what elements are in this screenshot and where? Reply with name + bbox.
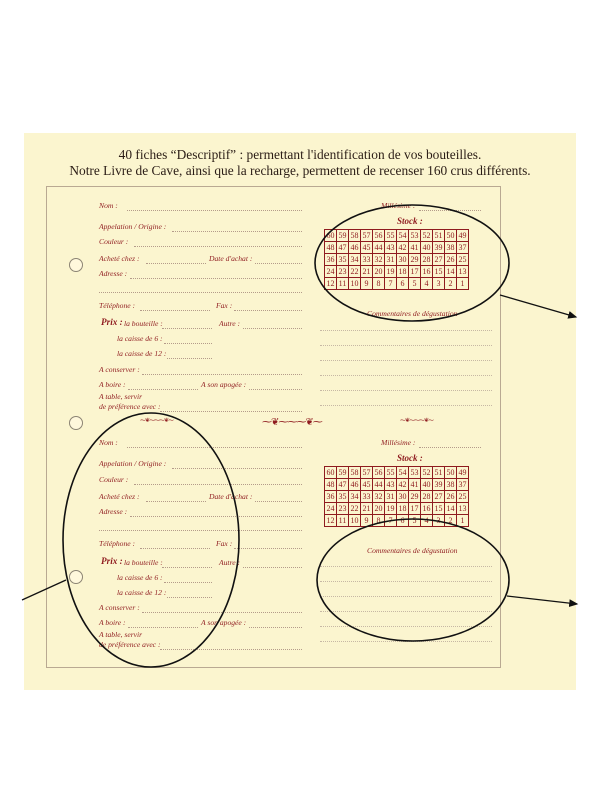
stock-cell[interactable]: 38 bbox=[446, 480, 455, 489]
stock-cell[interactable]: 27 bbox=[434, 255, 443, 264]
stock-cell[interactable]: 2 bbox=[445, 515, 457, 527]
stock-cell[interactable]: 44 bbox=[374, 243, 383, 252]
stock-cell[interactable]: 2 bbox=[445, 278, 457, 290]
stock-cell[interactable]: 9 bbox=[361, 278, 373, 290]
label-fax: Fax : bbox=[216, 301, 233, 310]
stock-cell[interactable]: 60 bbox=[326, 468, 335, 477]
stock-cell[interactable]: 25 bbox=[458, 492, 467, 501]
stock-cell[interactable]: 14 bbox=[446, 267, 455, 276]
label-couleur: Couleur : bbox=[99, 237, 129, 246]
stock-cell[interactable]: 53 bbox=[410, 468, 419, 477]
stock-cell[interactable]: 46 bbox=[350, 243, 359, 252]
label-millesime: Millésime : bbox=[381, 438, 416, 447]
label-adresse: Adresse : bbox=[99, 269, 128, 278]
stock-cell[interactable]: 9 bbox=[361, 515, 373, 527]
stock-cell[interactable]: 43 bbox=[386, 243, 395, 252]
annotation-arrow bbox=[500, 295, 576, 317]
stock-label: Stock : bbox=[397, 453, 423, 463]
stock-cell[interactable]: 8 bbox=[373, 515, 385, 527]
stock-cell[interactable]: 4 bbox=[421, 515, 433, 527]
stock-cell[interactable]: 31 bbox=[386, 255, 395, 264]
stock-cell[interactable]: 51 bbox=[434, 231, 443, 240]
annotation-ellipse-form bbox=[63, 413, 239, 667]
stock-cell[interactable]: 23 bbox=[338, 504, 347, 513]
label-date-achat: Date d'achat : bbox=[209, 254, 253, 263]
stock-cell[interactable]: 55 bbox=[386, 231, 395, 240]
stock-cell[interactable]: 50 bbox=[446, 468, 455, 477]
stock-cell[interactable]: 53 bbox=[410, 231, 419, 240]
label-fax: Fax : bbox=[216, 539, 233, 548]
stock-cell[interactable]: 57 bbox=[362, 468, 371, 477]
stock-cell[interactable]: 16 bbox=[422, 267, 431, 276]
stock-cell[interactable]: 15 bbox=[434, 267, 443, 276]
stock-cell[interactable]: 33 bbox=[362, 492, 371, 501]
stock-cell[interactable]: 1 bbox=[457, 278, 469, 290]
ornament-small: ⁓❦⁓⁓⁓❦⁓ bbox=[400, 418, 434, 424]
stock-cell[interactable]: 12 bbox=[326, 516, 335, 525]
stock-cell[interactable]: 37 bbox=[458, 243, 467, 252]
annotation-ellipse-comments bbox=[317, 519, 509, 641]
stock-cell[interactable]: 49 bbox=[458, 231, 467, 240]
stock-cell[interactable]: 32 bbox=[374, 492, 383, 501]
stock-cell[interactable]: 18 bbox=[398, 267, 407, 276]
stock-cell[interactable]: 41 bbox=[410, 243, 419, 252]
stock-cell[interactable]: 58 bbox=[350, 468, 359, 477]
stock-cell[interactable]: 19 bbox=[386, 267, 395, 276]
stock-cell[interactable]: 14 bbox=[446, 504, 455, 513]
stock-cell[interactable]: 29 bbox=[410, 492, 419, 501]
stock-cell[interactable]: 50 bbox=[446, 231, 455, 240]
label-a-son-apogee: A son apogée : bbox=[201, 618, 247, 627]
stock-cell[interactable]: 54 bbox=[398, 231, 407, 240]
label-a-table: A table, servir bbox=[99, 392, 143, 401]
stock-cell[interactable]: 36 bbox=[326, 492, 335, 501]
annotation-arrow bbox=[507, 596, 577, 604]
stock-cell[interactable]: 21 bbox=[362, 504, 371, 513]
stock-cell[interactable]: 40 bbox=[422, 480, 431, 489]
stock-cell[interactable]: 26 bbox=[446, 255, 455, 264]
stock-cell[interactable]: 41 bbox=[410, 480, 419, 489]
stock-cell[interactable]: 20 bbox=[374, 504, 383, 513]
stock-cell[interactable]: 43 bbox=[386, 480, 395, 489]
stock-cell[interactable]: 34 bbox=[350, 255, 359, 264]
annotation-ellipse-stock bbox=[315, 205, 509, 321]
label-telephone: Téléphone : bbox=[99, 301, 136, 310]
label-a-son-apogee: A son apogée : bbox=[201, 380, 247, 389]
label-achete-chez: Acheté chez : bbox=[99, 492, 140, 501]
annotation-arrow bbox=[22, 580, 66, 600]
stock-cell[interactable]: 35 bbox=[338, 492, 347, 501]
label-a-boire: A boire : bbox=[99, 380, 126, 389]
label-appellation: Appelation / Origine : bbox=[99, 459, 167, 468]
stock-cell[interactable]: 1 bbox=[457, 515, 469, 527]
stock-cell[interactable]: 7 bbox=[385, 278, 397, 290]
label-la-bouteille: la bouteille : bbox=[124, 319, 163, 328]
stock-cell[interactable]: 35 bbox=[338, 255, 347, 264]
label-a-conserver: A conserver : bbox=[99, 365, 140, 374]
ornament-small: ⁓❦⁓⁓⁓❦⁓ bbox=[140, 418, 174, 424]
stock-cell[interactable]: 48 bbox=[326, 243, 335, 252]
stock-cell[interactable]: 23 bbox=[338, 267, 347, 276]
stock-cell[interactable]: 3 bbox=[433, 515, 445, 527]
stock-cell[interactable]: 13 bbox=[458, 504, 467, 513]
label-la-bouteille: la bouteille : bbox=[124, 558, 163, 567]
label-a-table: A table, servir bbox=[99, 630, 143, 639]
stock-cell[interactable]: 45 bbox=[362, 480, 371, 489]
label-preference: de préférence avec : bbox=[99, 640, 161, 649]
stock-cell[interactable]: 42 bbox=[398, 243, 407, 252]
label-caisse-6: la caisse de 6 : bbox=[117, 334, 163, 343]
stock-cell[interactable]: 45 bbox=[362, 243, 371, 252]
stock-cell[interactable]: 30 bbox=[398, 255, 407, 264]
label-prix: Prix : bbox=[101, 556, 123, 566]
label-autre: Autre : bbox=[219, 319, 241, 328]
stock-cell[interactable]: 30 bbox=[398, 492, 407, 501]
stock-cell[interactable]: 54 bbox=[398, 468, 407, 477]
stock-cell[interactable]: 58 bbox=[350, 231, 359, 240]
stock-label: Stock : bbox=[397, 216, 423, 226]
stock-cell[interactable]: 44 bbox=[374, 480, 383, 489]
label-prix: Prix : bbox=[101, 317, 123, 327]
stock-cell[interactable]: 5 bbox=[409, 278, 421, 290]
stock-cell[interactable]: 20 bbox=[374, 267, 383, 276]
stock-cell[interactable]: 55 bbox=[386, 468, 395, 477]
stock-cell[interactable]: 29 bbox=[410, 255, 419, 264]
ornament-divider: ⁓❦⁓⁓⁓❦⁓ bbox=[262, 417, 322, 428]
stock-cell[interactable]: 56 bbox=[374, 468, 383, 477]
stock-cell[interactable]: 52 bbox=[422, 231, 431, 240]
stock-cell[interactable]: 22 bbox=[350, 267, 359, 276]
label-nom: Nom : bbox=[99, 201, 118, 210]
stock-cell[interactable]: 10 bbox=[350, 279, 359, 288]
stock-cell[interactable]: 27 bbox=[434, 492, 443, 501]
stock-cell[interactable]: 6 bbox=[397, 278, 409, 290]
label-couleur: Couleur : bbox=[99, 475, 129, 484]
stock-cell[interactable]: 10 bbox=[350, 516, 359, 525]
stock-cell[interactable]: 24 bbox=[326, 267, 335, 276]
label-nom: Nom : bbox=[99, 438, 118, 447]
stock-cell[interactable]: 24 bbox=[326, 504, 335, 513]
stock-cell[interactable]: 47 bbox=[338, 480, 347, 489]
label-millesime: Millésime : bbox=[381, 201, 416, 210]
stock-cell[interactable]: 48 bbox=[326, 480, 335, 489]
stock-cell[interactable]: 56 bbox=[374, 231, 383, 240]
stock-cell[interactable]: 28 bbox=[422, 492, 431, 501]
label-commentaires: Commentaires de dégustation bbox=[367, 546, 458, 555]
stock-cell[interactable]: 39 bbox=[434, 480, 443, 489]
stock-cell[interactable]: 57 bbox=[362, 231, 371, 240]
stock-cell[interactable]: 3 bbox=[433, 278, 445, 290]
label-achete-chez: Acheté chez : bbox=[99, 254, 140, 263]
stock-cell[interactable]: 51 bbox=[434, 468, 443, 477]
label-caisse-6: la caisse de 6 : bbox=[117, 573, 163, 582]
stock-cell[interactable]: 33 bbox=[362, 255, 371, 264]
stock-cell[interactable]: 32 bbox=[374, 255, 383, 264]
stock-cell[interactable]: 6 bbox=[397, 515, 409, 527]
label-adresse: Adresse : bbox=[99, 507, 128, 516]
stock-cell[interactable]: 36 bbox=[326, 255, 335, 264]
stock-cell[interactable]: 15 bbox=[434, 504, 443, 513]
stock-cell[interactable]: 39 bbox=[434, 243, 443, 252]
stock-cell[interactable]: 11 bbox=[337, 515, 349, 527]
stock-cell[interactable]: 28 bbox=[422, 255, 431, 264]
stock-cell[interactable]: 60 bbox=[326, 231, 335, 240]
stock-cell[interactable]: 16 bbox=[422, 504, 431, 513]
stock-cell[interactable]: 17 bbox=[410, 267, 419, 276]
label-commentaires: Commentaires de dégustation bbox=[367, 309, 458, 318]
label-appellation: Appelation / Origine : bbox=[99, 222, 167, 231]
label-telephone: Téléphone : bbox=[99, 539, 136, 548]
stock-cell[interactable]: 31 bbox=[386, 492, 395, 501]
stock-cell[interactable]: 34 bbox=[350, 492, 359, 501]
stock-cell[interactable]: 18 bbox=[398, 504, 407, 513]
stock-cell[interactable]: 19 bbox=[386, 504, 395, 513]
stock-cell[interactable]: 40 bbox=[422, 243, 431, 252]
stock-cell[interactable]: 21 bbox=[362, 267, 371, 276]
stock-cell[interactable]: 22 bbox=[350, 504, 359, 513]
stock-cell[interactable]: 42 bbox=[398, 480, 407, 489]
stock-cell[interactable]: 12 bbox=[326, 279, 335, 288]
header-line-2: Notre Livre de Cave, ainsi que la recharge, permettent de recenser 160 crus différents. bbox=[69, 163, 531, 178]
label-a-conserver: A conserver : bbox=[99, 603, 140, 612]
label-a-boire: A boire : bbox=[99, 618, 126, 627]
header-line-1: 40 fiches “Descriptif” : permettant l'identification de vos bouteilles. bbox=[118, 147, 482, 162]
stock-cell[interactable]: 37 bbox=[458, 480, 467, 489]
stock-cell[interactable]: 11 bbox=[337, 278, 349, 290]
stock-cell[interactable]: 47 bbox=[338, 243, 347, 252]
stock-cell[interactable]: 25 bbox=[458, 255, 467, 264]
stock-cell[interactable]: 38 bbox=[446, 243, 455, 252]
label-preference: de préférence avec : bbox=[99, 402, 161, 411]
stock-cell[interactable]: 52 bbox=[422, 468, 431, 477]
stock-cell[interactable]: 17 bbox=[410, 504, 419, 513]
label-caisse-12: la caisse de 12 : bbox=[117, 588, 167, 597]
stock-cell[interactable]: 46 bbox=[350, 480, 359, 489]
label-date-achat: Date d'achat : bbox=[209, 492, 253, 501]
stock-cell[interactable]: 4 bbox=[421, 278, 433, 290]
stock-cell[interactable]: 59 bbox=[338, 231, 347, 240]
stock-cell[interactable]: 5 bbox=[409, 515, 421, 527]
stock-cell[interactable]: 8 bbox=[373, 278, 385, 290]
stock-cell[interactable]: 49 bbox=[458, 468, 467, 477]
label-caisse-12: la caisse de 12 : bbox=[117, 349, 167, 358]
stock-cell[interactable]: 13 bbox=[458, 267, 467, 276]
stock-cell[interactable]: 26 bbox=[446, 492, 455, 501]
stock-cell[interactable]: 59 bbox=[338, 468, 347, 477]
stock-cell[interactable]: 7 bbox=[385, 515, 397, 527]
label-autre: Autre : bbox=[219, 558, 241, 567]
